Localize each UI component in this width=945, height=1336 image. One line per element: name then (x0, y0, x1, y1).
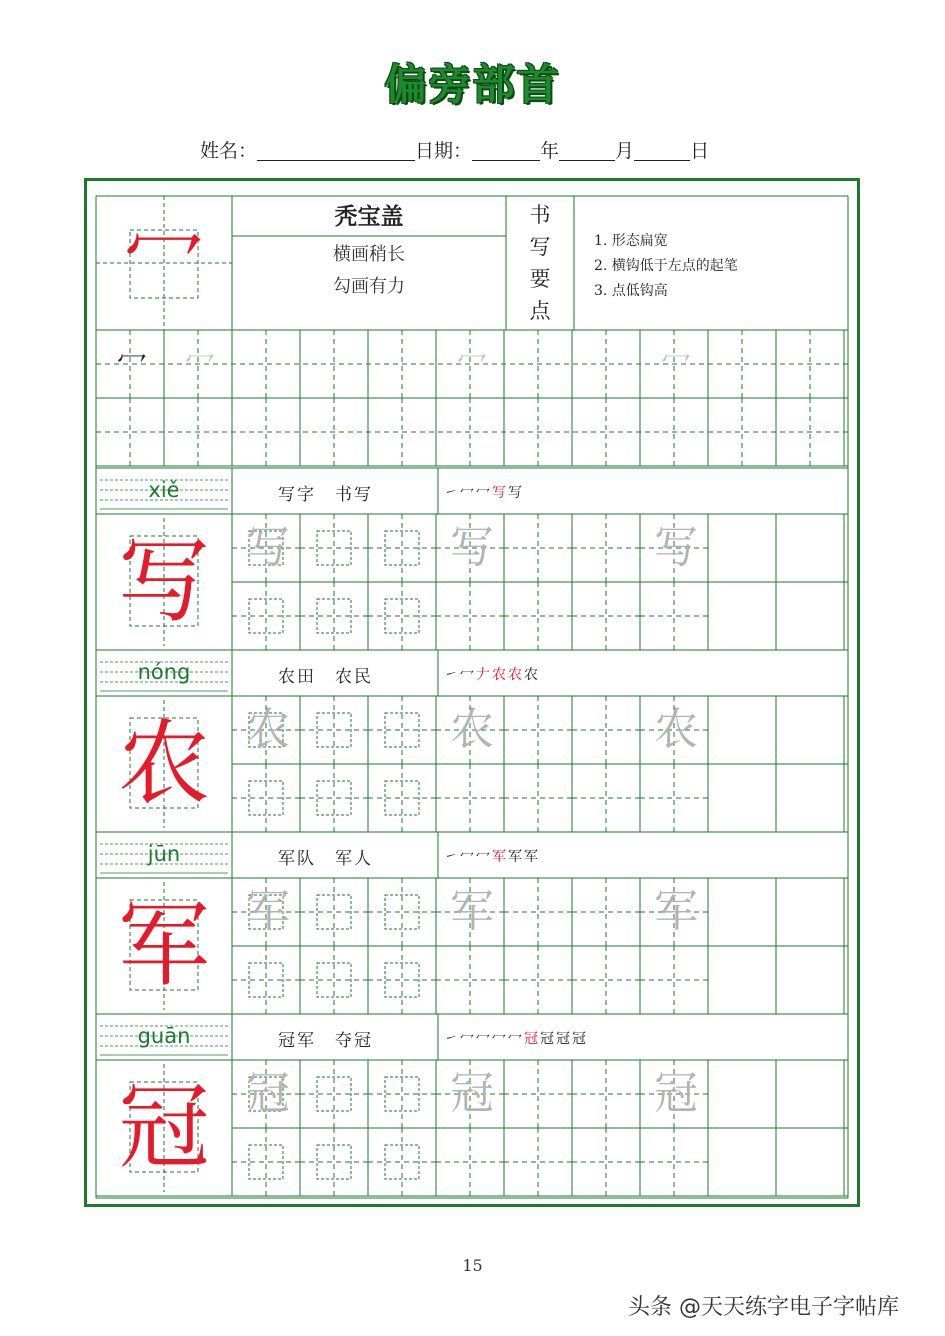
radical-trace-glyph: 冖 (661, 345, 691, 380)
example-words: 农田 农民 (278, 667, 373, 687)
radical-practice-glyph: 冖 (117, 345, 147, 380)
stroke-order (444, 482, 524, 502)
radical-tip-2: 勾画有力 (333, 276, 405, 297)
trace-character: 冠 (654, 1068, 698, 1119)
day-label: 日 (690, 140, 710, 162)
stroke-order (444, 1028, 588, 1048)
stroke-step: 冖 (476, 485, 492, 501)
stroke-step: 农 (492, 667, 508, 683)
radical-name: 秃宝盖 (334, 203, 404, 230)
stroke-step: 𠂇 (476, 667, 492, 683)
pinyin: guān (137, 1024, 191, 1048)
stroke-step: 军 (524, 849, 540, 865)
date-label: 日期： (415, 140, 473, 162)
key-point-1: 1. 形态扁宽 (594, 233, 668, 249)
key-label-3: 要 (529, 267, 551, 291)
stroke-step: ㇀ (444, 1031, 460, 1047)
stroke-step: 冖 (492, 1031, 508, 1047)
example-words: 军队 军人 (278, 849, 373, 869)
year-label: 年 (540, 140, 560, 162)
key-point-3: 3. 点低钩高 (594, 283, 668, 299)
trace-character: 冠 (450, 1068, 494, 1119)
stroke-step: 冖 (476, 1031, 492, 1047)
key-label-2: 写 (529, 235, 551, 259)
radical-trace-glyph: 冖 (457, 345, 487, 380)
month-label: 月 (615, 140, 635, 162)
trace-character: 冠 (246, 1068, 290, 1119)
stroke-step: 冖 (460, 849, 476, 865)
stroke-order (444, 664, 540, 684)
trace-character: 写 (246, 522, 290, 573)
trace-character: 农 (246, 704, 290, 755)
stroke-step: 冖 (460, 1031, 476, 1047)
stroke-step: 冖 (460, 667, 476, 683)
stroke-step: ㇀ (444, 485, 460, 501)
model-character: 冠 (117, 1074, 210, 1181)
trace-character: 农 (654, 704, 698, 755)
pinyin: xiě (148, 478, 180, 502)
model-character: 军 (117, 892, 210, 999)
trace-character: 写 (654, 522, 698, 573)
example-words: 写字 书写 (278, 485, 373, 505)
key-label-4: 点 (529, 299, 551, 323)
name-label: 姓名： (200, 140, 258, 162)
stroke-step: 农 (524, 667, 540, 683)
trace-character: 军 (654, 886, 698, 937)
stroke-step: 军 (508, 849, 524, 865)
stroke-step: ㇀ (444, 849, 460, 865)
stroke-step: 冠 (572, 1031, 588, 1047)
key-label-1: 书 (529, 203, 551, 227)
stroke-step: 冖 (508, 1031, 524, 1047)
pinyin: jūn (147, 842, 181, 866)
stroke-step: 冖 (476, 849, 492, 865)
trace-character: 写 (450, 522, 494, 573)
pinyin: nóng (137, 660, 191, 684)
trace-character: 军 (450, 886, 494, 937)
trace-character: 军 (246, 886, 290, 937)
model-character: 写 (117, 528, 210, 635)
page-number: 15 (462, 1256, 483, 1275)
stroke-step: 农 (508, 667, 524, 683)
page-title: 偏旁部首 (384, 60, 561, 109)
stroke-step: 写 (508, 485, 524, 501)
stroke-step: 冠 (556, 1031, 572, 1047)
stroke-step: 写 (492, 485, 508, 501)
radical-tip-1: 横画稍长 (333, 244, 405, 265)
key-point-2: 2. 横钩低于左点的起笔 (594, 258, 738, 274)
example-words: 冠军 夺冠 (278, 1031, 373, 1051)
stroke-step: 冠 (540, 1031, 556, 1047)
stroke-order (444, 846, 540, 866)
stroke-step: 军 (492, 849, 508, 865)
stroke-step: ㇀ (444, 667, 460, 683)
model-character: 农 (117, 710, 210, 817)
stroke-step: 冠 (524, 1031, 540, 1047)
stroke-step: 冖 (460, 485, 476, 501)
watermark: 头条 @天天练字电子字帖库 (628, 1295, 899, 1320)
trace-character: 农 (450, 704, 494, 755)
radical-trace-glyph: 冖 (185, 345, 215, 380)
radical-model-glyph: 冖 (124, 207, 204, 300)
